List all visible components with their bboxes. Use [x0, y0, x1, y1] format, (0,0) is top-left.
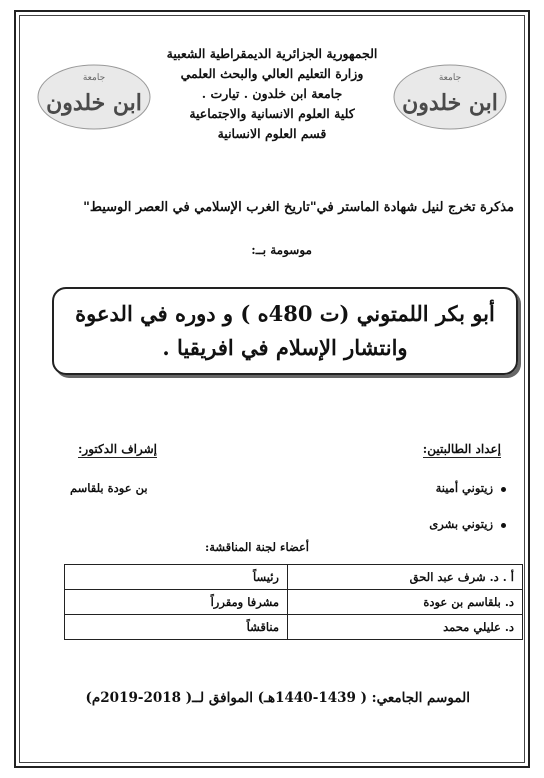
university-line: جامعة ابن خلدون . تيارت .: [201, 86, 343, 101]
table-row: [65, 615, 523, 640]
member-name: د. بلقاسم بن عودة: [288, 590, 523, 615]
logo-main-text: ابن خلدون: [46, 90, 142, 116]
logo-main-text: ابن خلدون: [402, 90, 498, 116]
table-row: [65, 565, 523, 590]
thesis-title-line1: أبو بكر اللمتوني (ت 480ه ) و دوره في الدعوة: [75, 301, 495, 326]
table-row: [65, 590, 523, 615]
logo-top-text: جامعة: [438, 73, 462, 83]
member-name: د. عليلي محمد: [288, 615, 523, 640]
logo-emblem: [391, 62, 509, 132]
prepared-by-label: إعداد الطالبتين:: [422, 442, 501, 456]
student-name: زيتوني أمينة: [435, 481, 493, 495]
university-logo-left: [35, 62, 153, 132]
member-role: رئيساً: [65, 565, 288, 590]
list-item: [386, 514, 506, 550]
faculty-line: كلية العلوم الانسانية والاجتماعية: [189, 106, 355, 121]
memo-line: مذكرة تخرج لنيل شهادة الماستر في"تاريخ الغرب الإسلامي في العصر الوسيط": [83, 200, 514, 215]
thesis-title-box: [52, 287, 518, 375]
member-role: مشرفا ومقرراً: [65, 590, 288, 615]
member-name: أ . د. شرف عبد الحق: [288, 565, 523, 590]
supervisor-name: بن عودة بلقاسم: [70, 481, 148, 495]
list-item: [386, 478, 506, 514]
ministry-line: وزارة التعليم العالي والبحث العلمي: [180, 66, 364, 81]
department-line: قسم العلوم الانسانية: [217, 126, 327, 141]
logo-emblem: [35, 62, 153, 132]
logo-top-text: جامعة: [82, 73, 106, 83]
student-name: زيتوني بشرى: [429, 517, 493, 531]
supervision-label: إشراف الدكتور:: [78, 442, 158, 456]
thesis-title-line2: وانتشار الإسلام في افريقيا .: [162, 335, 408, 360]
students-list: [386, 478, 506, 550]
committee-table: [64, 564, 523, 640]
committee-label: أعضاء لجنة المناقشة:: [205, 540, 309, 554]
academic-season: الموسم الجامعي: ( 1439-1440هـ) الموافق لــ( 2018-2019م): [85, 690, 470, 706]
university-logo-right: [391, 62, 509, 132]
bullet-icon: [501, 523, 506, 528]
republic-line: الجمهورية الجزائرية الديمقراطية الشعبية: [166, 46, 378, 61]
institution-header: [150, 44, 394, 144]
titled-label: موسومة بــ:: [251, 243, 312, 257]
bullet-icon: [501, 487, 506, 492]
member-role: مناقشاً: [65, 615, 288, 640]
